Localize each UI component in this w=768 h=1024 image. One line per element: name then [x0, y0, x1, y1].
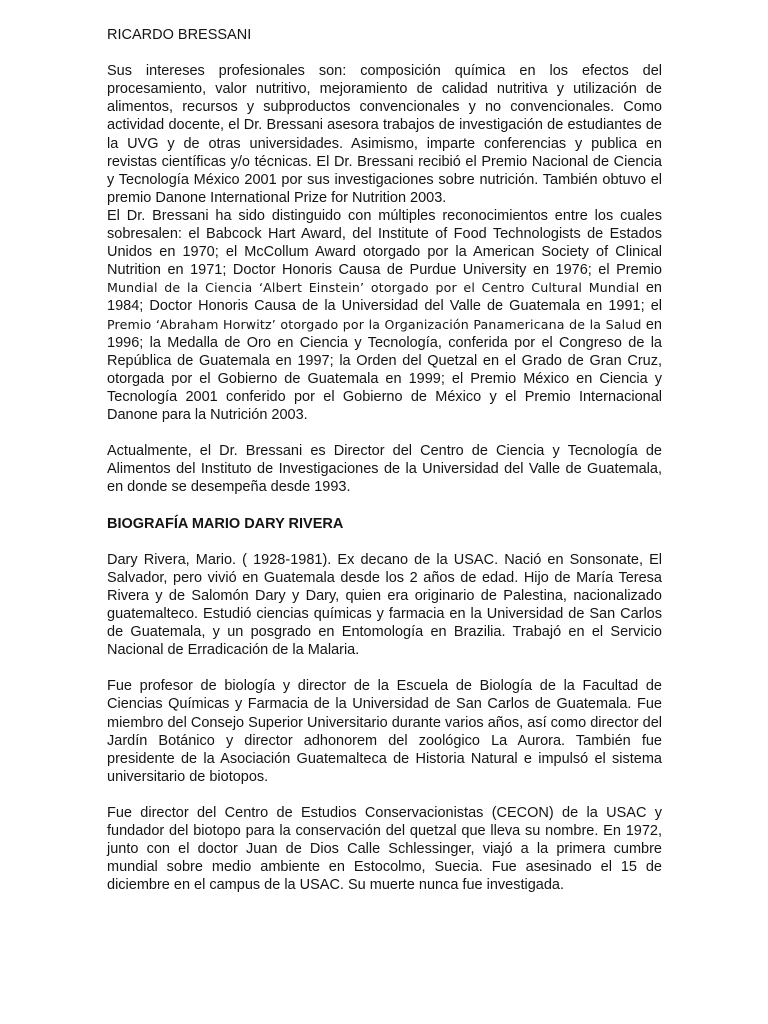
awards-text-3: en 1984; Doctor Honoris Causa de la Universidad del Valle de Guatemala en 1991; el: [107, 280, 662, 315]
spacer: [107, 786, 662, 804]
spacer: [107, 533, 662, 551]
dary-paragraph-career: Fue profesor de biología y director de la Escuela de Biología de la Facultad de Ciencias Químicas y Farmacia de la Universidad de San Carlos de Guatemala. Fue miembro del Consejo Superior Universitario durante varios años, así como director del Jardín Botánico y director adhonorem del zoológico La Aurora. También fue presidente de la Asociación Guatemalteca de Historia Natural e impulsó el sistema universitario de biotopos.: [107, 678, 662, 785]
bressani-paragraph-awards: [107, 207, 662, 424]
awards-text-einstein: Mundial de la Ciencia ‘Albert Einstein’ otorgado por el Centro Cultural Mundial: [107, 280, 640, 296]
spacer: [107, 424, 662, 442]
dary-heading: BIOGRAFÍA MARIO DARY RIVERA: [107, 515, 344, 532]
dary-paragraph-cecon: Fue director del Centro de Estudios Conservacionistas (CECON) de la USAC y fundador del biotopo para la conservación del quetzal que lleva su nombre. En 1972, junto con el doctor Juan de Dios Calle Schlessinger, viajó a la primera cumbre mundial sobre medio ambiente en Estocolmo, Suecia. Fue asesinado el 15 de diciembre en el campus de la USAC. Su muerte nunca fue investigada.: [107, 805, 662, 894]
bressani-title: RICARDO BRESSANI: [107, 27, 252, 43]
bressani-paragraph-interests: Sus intereses profesionales son: composición química en los efectos del procesamiento, valor nutritivo, mejoramiento de calidad nutritiva y utilización de alimentos, recursos y subproductos convencionales y no convencionales. Como actividad docente, el Dr. Bressani asesora trabajos de investigación de estudiantes de la UVG y de otras universidades. Asimismo, imparte conferencias y publica en revistas científicas y/o técnicas. El Dr. Bressani recibió el Premio Nacional de Ciencia y Tecnología México 2001 por sus investigaciones sobre nutrición. También obtuvo el premio Danone International Prize for Nutrition 2003.: [107, 63, 662, 206]
spacer: [107, 659, 662, 677]
awards-text-horwitz: Premio ‘Abraham Horwitz’ otorgado por la Organización Panamericana de la Salud: [107, 316, 642, 332]
awards-text-5: en 1996; la Medalla de Oro en Ciencia y Tecnología, conferida por el Congreso de la República de Guatemala en 1997; la Orden del Quetzal en el Grado de Gran Cruz, otorgada por el Gobierno de Guatemala en 1999; el Premio México en Ciencia y Tecnología 2001 conferido por el Gobierno de México y el Premio Internacional Danone para la Nutrición 2003.: [107, 316, 662, 423]
spacer: [107, 496, 662, 514]
bressani-paragraph-current: Actualmente, el Dr. Bressani es Director del Centro de Ciencia y Tecnología de Alimentos del Instituto de Investigaciones de la Universidad del Valle de Guatemala, en donde se desempeña desde 1993.: [107, 443, 662, 496]
awards-text-1: El Dr. Bressani ha sido distinguido con múltiples reconocimientos entre los cuales sobresalen: el Babcock Hart Award, del Institute of Food Technologists de Estados Unidos en 1970; el McCollum Award otorgado por la American Society of Clinical Nutrition en 1971; Doctor Honoris Causa de Purdue University en 1976; el Premio: [107, 207, 662, 279]
dary-paragraph-bio: Dary Rivera, Mario. ( 1928-1981). Ex decano de la USAC. Nació en Sonsonate, El Salvador, pero vivió en Guatemala desde los 2 años de edad. Hijo de María Teresa Rivera y de Salomón Dary y Dary, quien era originario de Palestina, nacionalizado guatemalteco. Estudió ciencias químicas y farmacia en la Universidad de San Carlos de Guatemala, y un posgrado en Entomología en Brazilia. Trabajó en el Servicio Nacional de Erradicación de la Malaria.: [107, 551, 662, 659]
spacer: [107, 44, 662, 62]
document-page: [107, 26, 662, 895]
